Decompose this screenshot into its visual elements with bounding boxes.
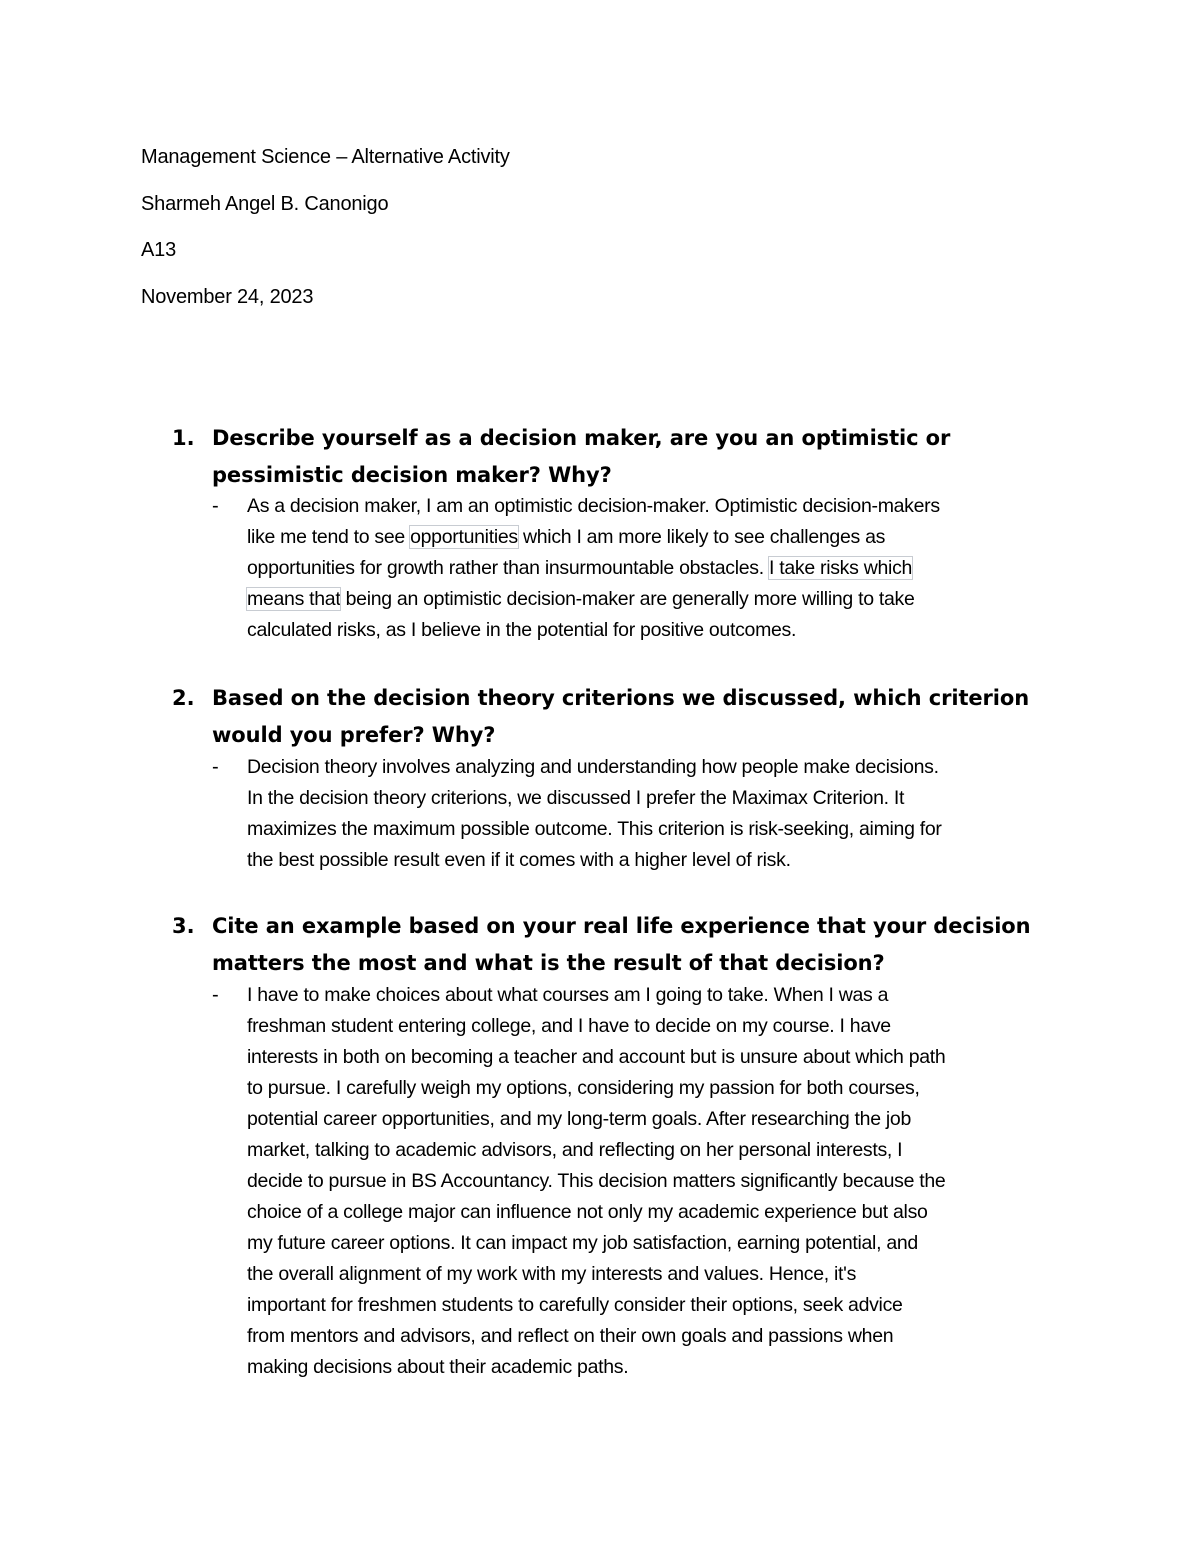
answer-text (247, 752, 1077, 876)
comment-highlight[interactable]: opportunities (410, 526, 518, 548)
answer-line (247, 584, 1077, 615)
question-number: 1. (172, 426, 195, 450)
question-title (212, 680, 1072, 754)
student-name: Sharmeh Angel B. Canonigo (141, 193, 389, 215)
answer-fragment: which I am more likely to see challenges as (517, 526, 886, 548)
answer-line: choice of a college major can influence not only my academic experience but also (247, 1201, 928, 1223)
answer-line: As a decision maker, I am an optimistic decision-maker. Optimistic decision-makers (247, 495, 940, 517)
comment-highlight[interactable]: I take risks which (769, 557, 913, 579)
section-code: A13 (141, 239, 176, 261)
answer-bullet: - (212, 756, 219, 778)
answer-line: to pursue. I carefully weigh my options, considering my passion for both courses, (247, 1077, 920, 1099)
question-title-line: Based on the decision theory criterions we discussed, which criterion (212, 686, 1030, 710)
answer-line: making decisions about their academic paths. (247, 1356, 629, 1378)
answer-line: potential career opportunities, and my long-term goals. After researching the job (247, 1108, 911, 1130)
answer-line (247, 522, 1077, 553)
answer-fragment: being an optimistic decision-maker are generally more willing to take (340, 588, 915, 610)
question-title-line: matters the most and what is the result of that decision? (212, 951, 885, 975)
question-title-line: pessimistic decision maker? Why? (212, 463, 612, 487)
answer-bullet: - (212, 984, 219, 1006)
answer-line: interests in both on becoming a teacher and account but is unsure about which path (247, 1046, 946, 1068)
answer-line (247, 553, 1077, 584)
answer-line: decide to pursue in BS Accountancy. This decision matters significantly because the (247, 1170, 946, 1192)
question-title-line: Describe yourself as a decision maker, are you an optimistic or (212, 426, 951, 450)
answer-line: important for freshmen students to carefully consider their options, seek advice (247, 1294, 903, 1316)
course-title: Management Science – Alternative Activity (141, 146, 510, 168)
answer-line: I have to make choices about what courses am I going to take. When I was a (247, 984, 889, 1006)
answer-line: Decision theory involves analyzing and understanding how people make decisions. (247, 756, 939, 778)
question-title (212, 908, 1072, 982)
question-title-line: Cite an example based on your real life experience that your decision (212, 914, 1031, 938)
answer-line: In the decision theory criterions, we discussed I prefer the Maximax Criterion. It (247, 787, 905, 809)
answer-line: freshman student entering college, and I have to decide on my course. I have (247, 1015, 891, 1037)
question-title-line: would you prefer? Why? (212, 723, 496, 747)
answer-line: the best possible result even if it comes with a higher level of risk. (247, 849, 791, 871)
answer-text (247, 491, 1077, 646)
answer-fragment: opportunities for growth rather than insurmountable obstacles. (247, 557, 769, 579)
question-title (212, 420, 1072, 494)
document-date: November 24, 2023 (141, 286, 314, 308)
answer-fragment: like me tend to see (247, 526, 411, 548)
comment-highlight[interactable]: means that (247, 588, 341, 610)
answer-bullet: - (212, 495, 219, 517)
answer-line: my future career options. It can impact my job satisfaction, earning potential, and (247, 1232, 918, 1254)
answer-line: calculated risks, as I believe in the potential for positive outcomes. (247, 619, 797, 641)
answer-line: the overall alignment of my work with my interests and values. Hence, it's (247, 1263, 857, 1285)
answer-line: maximizes the maximum possible outcome. This criterion is risk-seeking, aiming for (247, 818, 942, 840)
question-number: 3. (172, 914, 195, 938)
answer-line: market, talking to academic advisors, and reflecting on her personal interests, I (247, 1139, 903, 1161)
answer-text (247, 980, 1077, 1383)
question-number: 2. (172, 686, 195, 710)
answer-line: from mentors and advisors, and reflect on their own goals and passions when (247, 1325, 894, 1347)
